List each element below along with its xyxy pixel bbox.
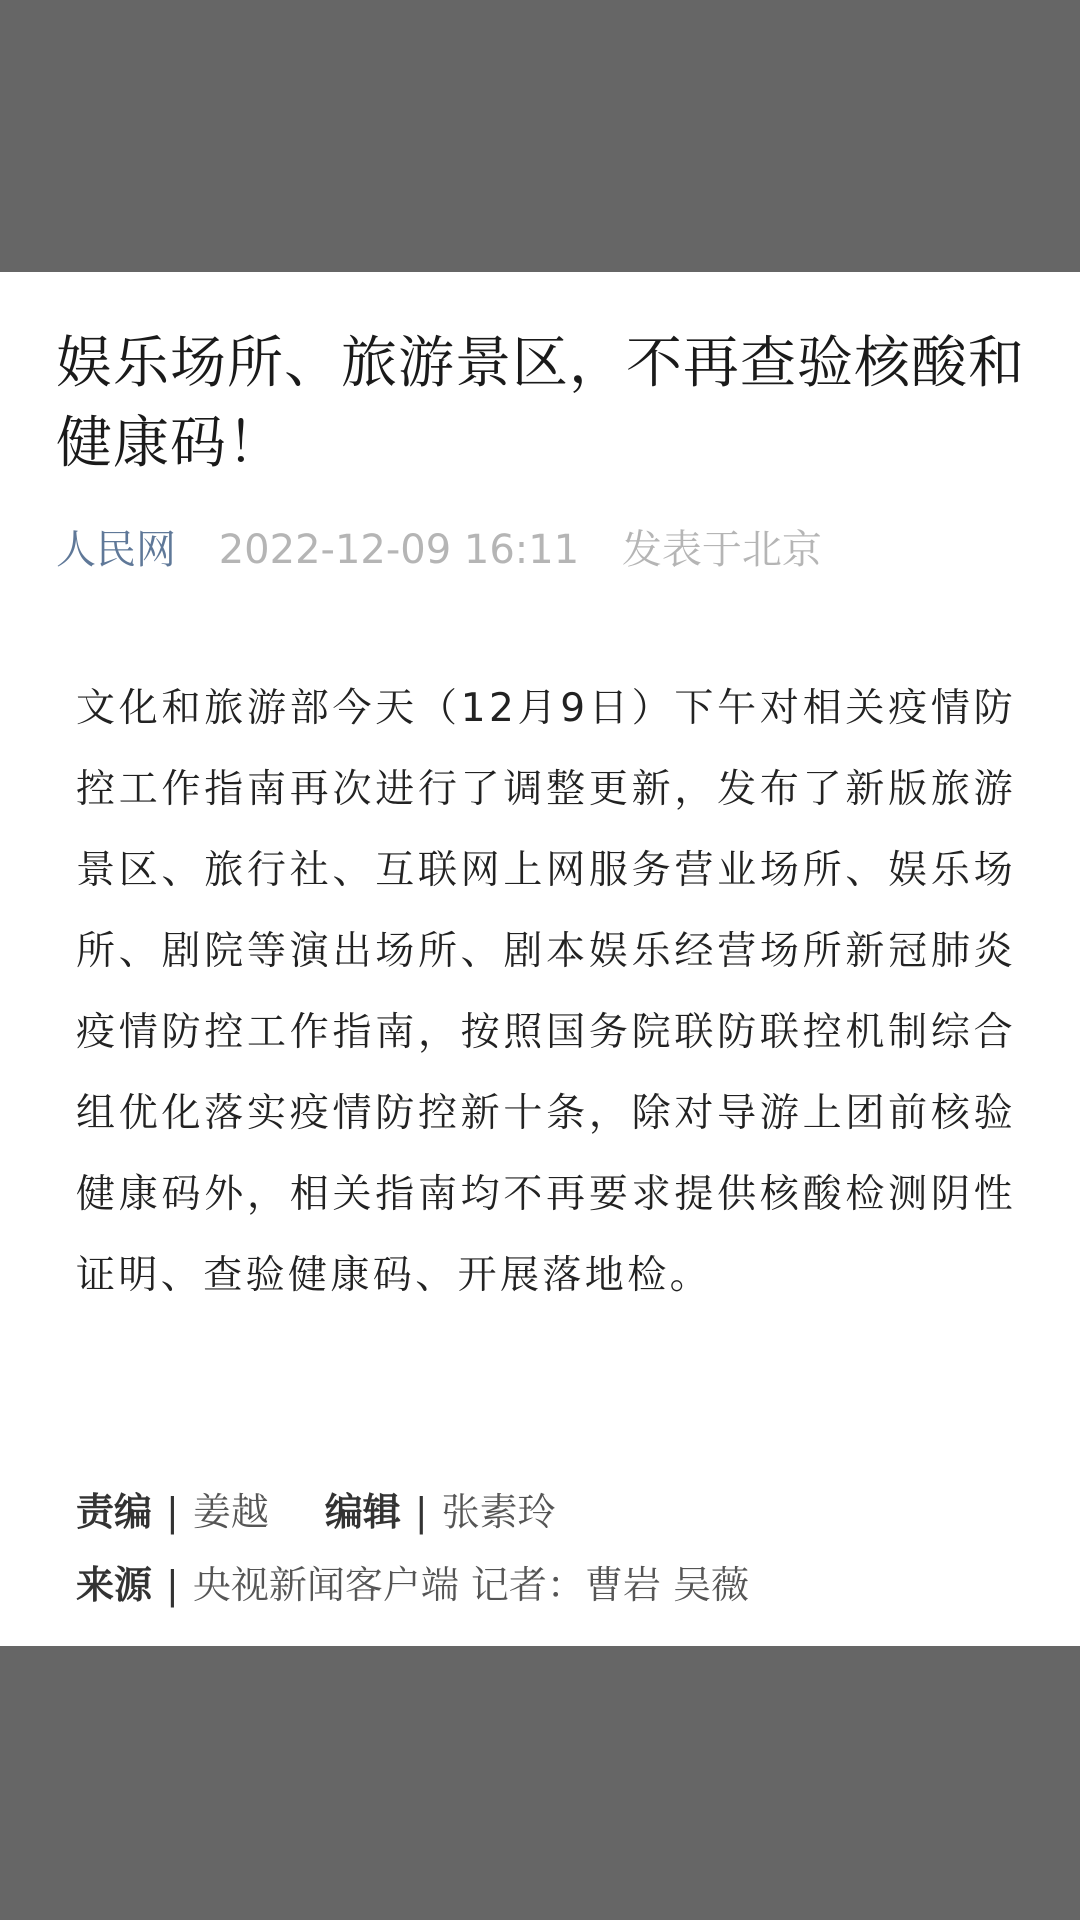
origin-text: 央视新闻客户端 记者：曹岩 吴薇	[192, 1563, 749, 1607]
editor-name: 张素玲	[441, 1490, 556, 1534]
source-link[interactable]: 人民网	[56, 527, 176, 573]
separator: |	[166, 1490, 179, 1534]
article-meta	[56, 522, 822, 578]
separator: |	[414, 1490, 428, 1534]
publish-time: 2022-12-09 16:11	[218, 527, 580, 573]
responsible-editor-label: 责编	[76, 1490, 153, 1534]
article-title: 娱乐场所、旅游景区，不再查验核酸和健康码！	[56, 331, 1025, 476]
article-credits	[76, 1484, 749, 1630]
responsible-editor-name: 姜越	[192, 1490, 269, 1534]
editor-label: 编辑	[324, 1490, 401, 1534]
origin-label: 来源	[76, 1563, 153, 1607]
article-body: 文化和旅游部今天（12月9日）下午对相关疫情防控工作指南再次进行了调整更新，发布了新版旅游景区、旅行社、互联网上网服务营业场所、娱乐场所、剧院等演出场所、剧本娱乐经营场所新冠肺炎疫情防控工作指南，按照国务院联防联控机制综合组优化落实疫情防控新十条，除对导游上团前核验健康码外，相关指南均不再要求提供核酸检测阴性证明、查验健康码、开展落地检。	[76, 686, 1016, 1298]
separator: |	[166, 1563, 179, 1607]
publish-location: 发表于北京	[621, 527, 822, 573]
origin-row	[76, 1557, 749, 1630]
editor-row	[76, 1484, 749, 1557]
article-card	[0, 272, 1080, 1646]
